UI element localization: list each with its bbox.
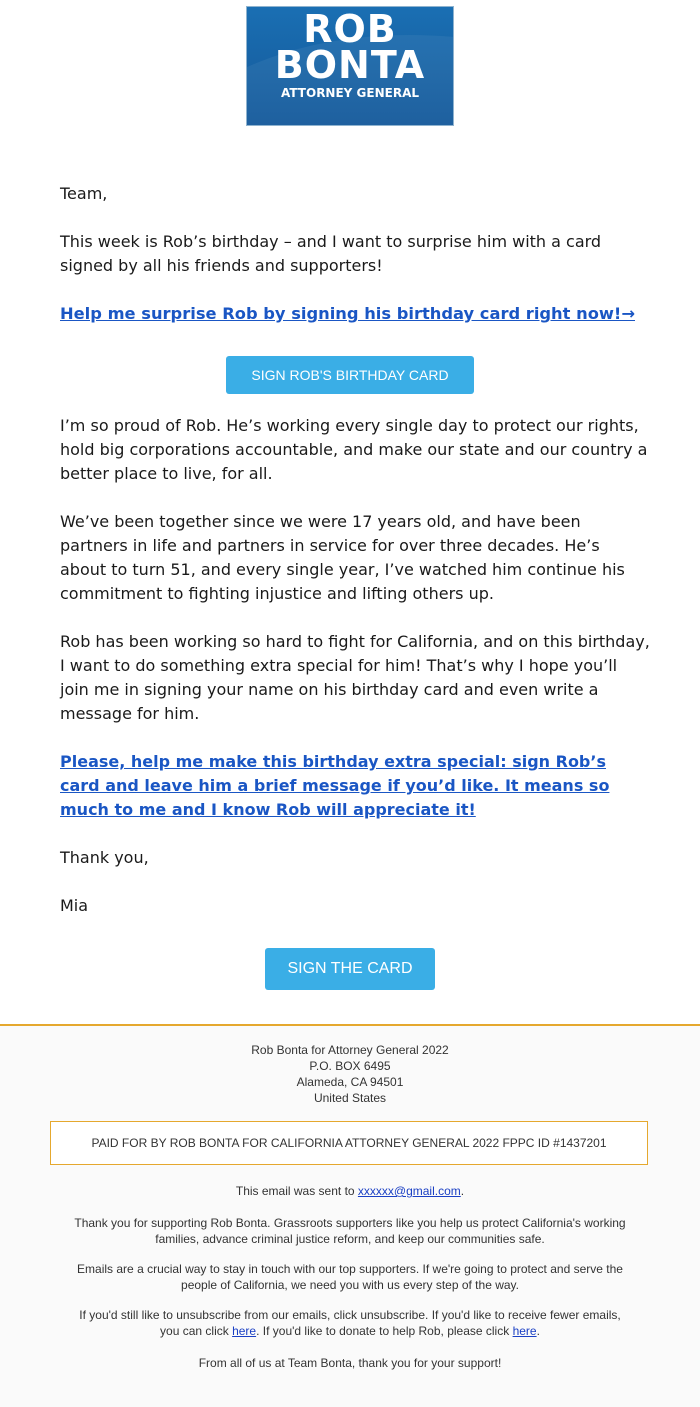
logo-text-attorney-general: ATTORNEY GENERAL (280, 86, 419, 100)
donate-link[interactable]: here (512, 1324, 537, 1338)
email-paragraph-special: Rob has been working so hard to fight for California, and on this birthday, I want to do something extra special for him! That’s why I hope you’ll join me in signing your name on his birthday card and even write a message for him. (60, 632, 650, 723)
recipient-email-link[interactable]: xxxxxx@gmail.com (357, 1184, 461, 1198)
rob-bonta-logo (246, 6, 454, 126)
sent-to-prefix: This email was sent to (235, 1184, 358, 1198)
email-paragraph-proud: I’m so proud of Rob. He’s working every single day to protect our rights, hold big corporations accountable, and make our state and our country a better place to live, for all. (60, 416, 648, 483)
unsubscribe-text-2: . If you'd like to donate to help Rob, please click (256, 1324, 513, 1338)
logo-link[interactable] (246, 6, 454, 126)
footer-sent-to (50, 1183, 650, 1199)
sign-birthday-card-button[interactable]: SIGN ROB'S BIRTHDAY CARD (226, 356, 474, 394)
footer-unsubscribe-paragraph (70, 1307, 630, 1339)
footer-country: United States (313, 1091, 387, 1105)
email-footer (0, 1024, 700, 1407)
footer-thanks-paragraph: Thank you for supporting Rob Bonta. Grassroots supporters like you help us protect California's working families, advance criminal justice reform, and keep our communities safe. (74, 1216, 626, 1246)
email-closing: Thank you, (60, 848, 149, 867)
footer-city: Alameda, CA 94501 (296, 1075, 404, 1089)
email-paragraph-together: We’ve been together since we were 17 years old, and have been partners in life and partners in service for over three decades. He’s about to turn 51, and every single year, I’ve watched him continue his commitment to fighting injustice and lifting others up. (60, 512, 625, 603)
sent-to-suffix: . (460, 1184, 465, 1198)
logo-text-bonta: BONTA (274, 43, 426, 87)
paid-for-disclaimer: PAID FOR BY ROB BONTA FOR CALIFORNIA ATTORNEY GENERAL 2022 FPPC ID #1437201 (50, 1121, 648, 1165)
fewer-emails-link[interactable]: here (232, 1324, 257, 1338)
footer-po-box: P.O. BOX 6495 (309, 1059, 391, 1073)
sign-card-message-link[interactable]: Please, help me make this birthday extra special: sign Rob’s card and leave him a brief message if you’d like. It means so much to me and I know Rob will appreciate it! (60, 752, 610, 819)
footer-closing: From all of us at Team Bonta, thank you for your support! (198, 1356, 502, 1370)
logo-text-rob: ROB (303, 7, 397, 51)
email-paragraph-intro: This week is Rob’s birthday – and I want to surprise him with a card signed by all his friends and supporters! (60, 232, 602, 275)
email-signature: Mia (60, 896, 89, 915)
email-greeting: Team, (60, 184, 108, 203)
sign-the-card-button[interactable]: SIGN THE CARD (265, 948, 435, 990)
unsubscribe-text-3: . (536, 1324, 540, 1338)
sign-card-text-link[interactable]: Help me surprise Rob by signing his birthday card right now!→ (60, 304, 635, 323)
footer-org-name: Rob Bonta for Attorney General 2022 (251, 1043, 449, 1057)
unsubscribe-text-1: If you'd still like to unsubscribe from our emails, click unsubscribe. If you'd like to receive fewer emails, you can click (79, 1308, 621, 1338)
footer-emails-paragraph: Emails are a crucial way to stay in touch with our top supporters. If we're going to protect and serve the people of California, we need you with us every step of the way. (77, 1262, 623, 1292)
